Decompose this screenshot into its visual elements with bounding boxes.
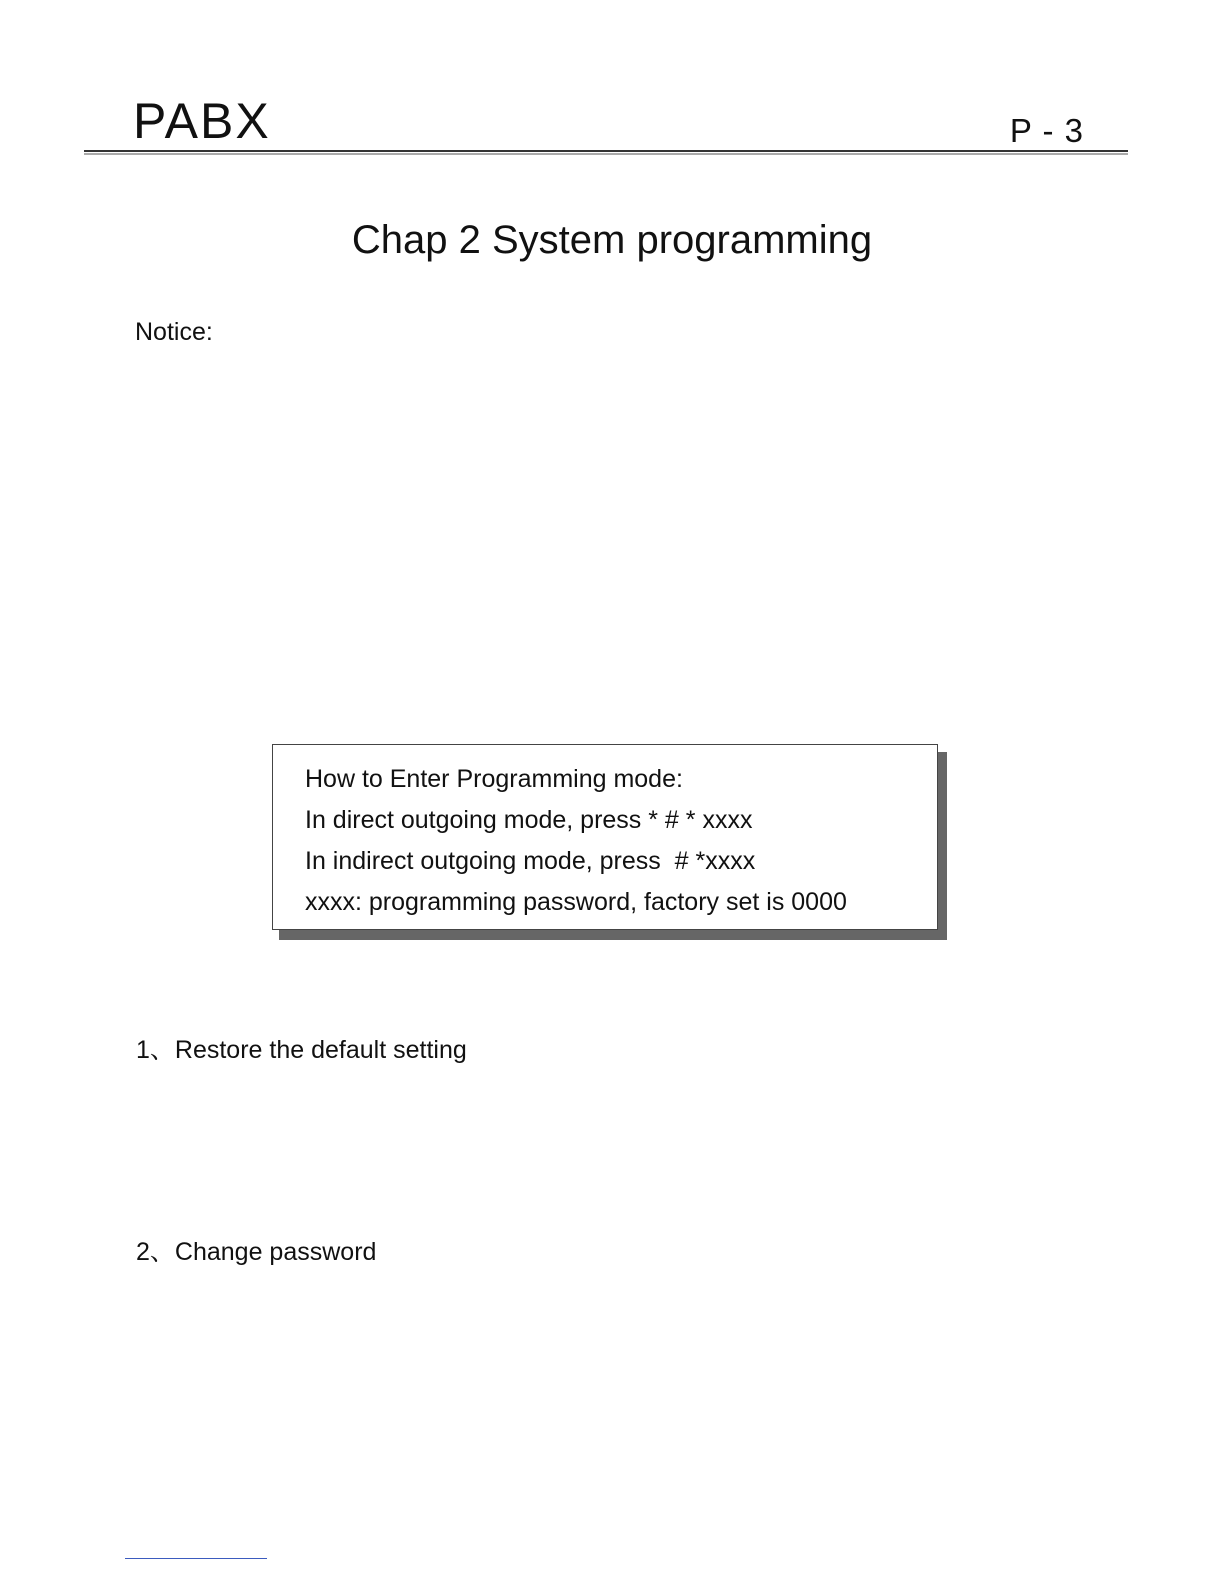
footnote-rule [125,1558,267,1559]
header-rule-secondary [84,153,1128,155]
page-number: P - 3 [1009,112,1084,149]
info-box-line-direct: In direct outgoing mode, press * # * xxxx [305,806,753,834]
brand-title: PABX [133,93,271,149]
notice-label: Notice: [135,318,213,346]
info-box [272,744,938,930]
section-change-password: 2、Change password [136,1238,377,1266]
info-box-heading: How to Enter Programming mode: [305,765,683,793]
info-box-line-password: xxxx: programming password, factory set is 0000 [305,888,847,916]
section-restore-default: 1、Restore the default setting [136,1036,467,1064]
header-rule [84,150,1128,152]
chapter-title: Chap 2 System programming [351,218,873,262]
info-box-line-indirect: In indirect outgoing mode, press # *xxxx [305,847,756,875]
